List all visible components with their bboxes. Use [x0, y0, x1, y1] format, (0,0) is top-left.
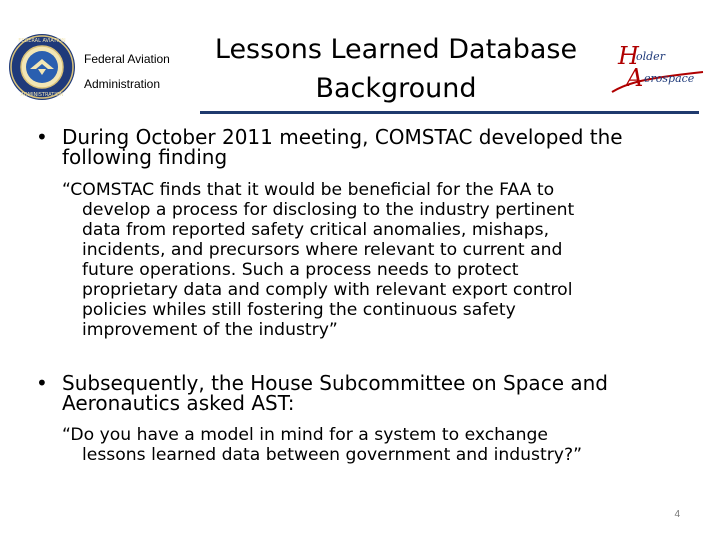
holder-logo-word1: older — [636, 50, 665, 63]
slide-title — [200, 30, 592, 108]
page-number: 4 — [674, 509, 680, 520]
bullet-icon: • — [36, 125, 48, 149]
quote-line: future operations. Such a process needs to protect — [82, 260, 519, 280]
agency-name-line1: Federal Aviation — [84, 52, 170, 66]
quote-line: develop a process for disclosing to the industry pertinent — [82, 200, 575, 220]
slide-title-line1: Lessons Learned Database — [214, 34, 578, 65]
holder-logo-word2: erospace — [644, 72, 695, 85]
quote-line: policies whiles still fostering the continuous safety — [82, 300, 516, 320]
bullet-icon: • — [36, 371, 48, 395]
bullet-2-text — [62, 373, 608, 413]
quote-line: proprietary data and comply with relevant export control — [82, 280, 573, 300]
quote-line: “COMSTAC finds that it would be beneficial for the FAA to — [62, 180, 555, 200]
svg-text:ADMINISTRATION: ADMINISTRATION — [20, 92, 64, 98]
bullet-2-line: Aeronautics asked AST: — [62, 391, 295, 415]
svg-text:A: A — [626, 64, 644, 92]
bullet-1-quote — [62, 180, 574, 340]
quote-line: “Do you have a model in mind for a system to exchange — [62, 425, 548, 445]
bullet-1-text — [62, 127, 623, 167]
agency-name-line2: Administration — [84, 77, 161, 91]
quote-line: lessons learned data between government and industry?” — [82, 445, 583, 465]
bullet-1-line: following finding — [62, 145, 228, 169]
quote-line: improvement of the industry” — [82, 320, 338, 340]
bullet-2-line: Subsequently, the House Subcommittee on Space and — [62, 371, 608, 395]
title-divider — [200, 111, 699, 114]
bullet-2-quote — [62, 425, 582, 465]
svg-text:H: H — [618, 42, 639, 70]
quote-line: incidents, and precursors where relevant to current and — [82, 240, 563, 260]
bullet-1-line: During October 2011 meeting, COMSTAC developed the — [62, 125, 623, 149]
holder-aerospace-logo — [608, 42, 708, 94]
svg-text:FEDERAL AVIATION: FEDERAL AVIATION — [18, 38, 66, 44]
faa-seal-icon — [8, 33, 76, 101]
slide-title-line2: Background — [315, 73, 477, 104]
quote-line: data from reported safety critical anomalies, mishaps, — [82, 220, 550, 240]
